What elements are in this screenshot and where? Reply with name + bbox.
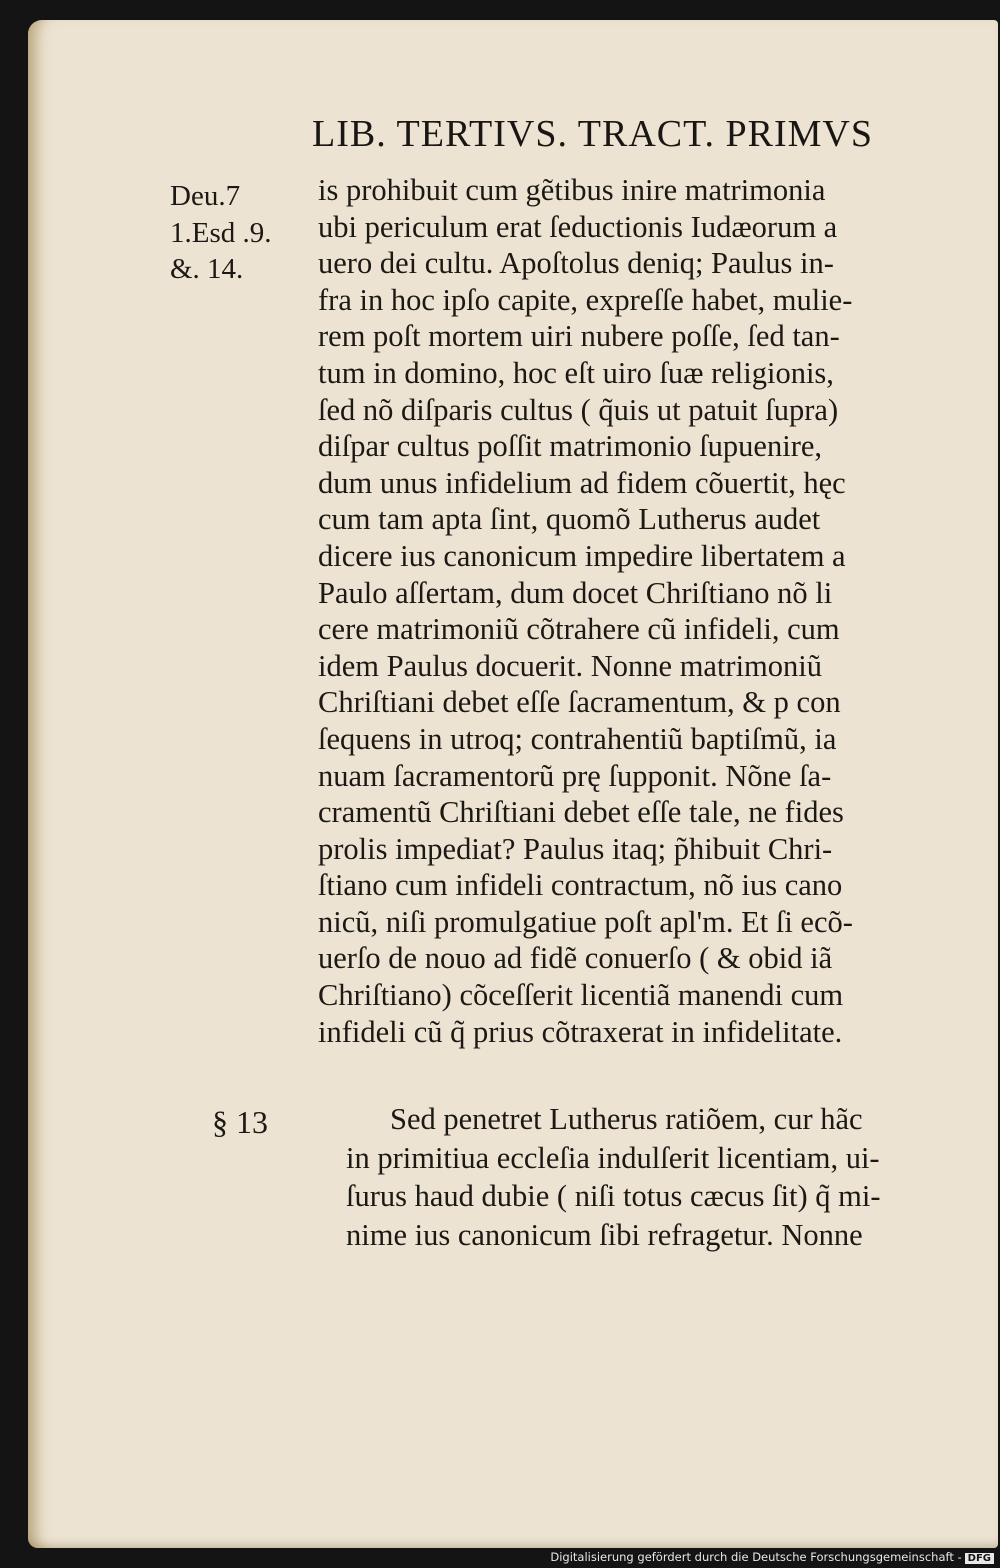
main-text-block xyxy=(318,172,958,1050)
text-line: nuam ſacramentorũ prę ſupponit. Nõne ſa- xyxy=(318,758,832,793)
text-line: idem Paulus docuerit. Nonne matrimoniũ xyxy=(318,648,823,683)
marginal-note: &. 14. xyxy=(170,253,244,286)
text-line: dum unus infidelium ad fidem cõuertit, hęc xyxy=(318,465,846,500)
text-line: infideli cũ q̃ prius cõtraxerat in infidelitate. xyxy=(318,1014,843,1049)
text-line: uero dei cultu. Apoſtolus deniq; Paulus in- xyxy=(318,246,834,281)
text-line: Chriſtiano) cõceſſerit licentiã manendi cum xyxy=(318,978,844,1013)
text-line: Chriſtiani debet eſſe ſacramentum, & p con xyxy=(318,685,841,720)
marginal-note: 1.Esd .9. xyxy=(170,216,272,249)
text-line: Paulo aſſertam, dum docet Chriſtiano nõ li xyxy=(318,575,833,610)
marginal-note: Deu.7 xyxy=(170,180,241,212)
text-line: ſtiano cum infideli contractum, nõ ius cano xyxy=(318,868,843,903)
text-line: uerſo de nouo ad fidẽ conuerſo ( & obid iã xyxy=(318,941,833,976)
text-line: ubi periculum erat ſeductionis Iudæorum a xyxy=(318,209,838,244)
text-line: nime ius canonicum ſibi refragetur. Nonne xyxy=(346,1217,863,1252)
text-line: cum tam apta ſint, quomõ Lutherus audet xyxy=(318,502,821,537)
text-line: cere matrimoniũ cõtrahere cũ infideli, cum xyxy=(318,612,840,647)
text-line: dicere ius canonicum impedire libertatem a xyxy=(318,538,846,573)
text-line: is prohibuit cum gẽtibus inire matrimonia xyxy=(318,173,826,207)
text-line: ſequens in utroq; contrahentiũ baptiſmũ, ia xyxy=(318,721,837,756)
text-line: rem poſt mortem uiri nubere poſſe, ſed tan- xyxy=(318,319,840,354)
running-header: LIB. TERTIVS. TRACT. PRIMVS xyxy=(312,113,874,155)
text-line: nicũ, niſi promulgatiue poſt apl'm. Et ſi ecõ- xyxy=(318,904,853,939)
text-line: in primitiua eccleſia indulſerit licentiam, ui- xyxy=(346,1140,880,1175)
text-line: cramentũ Chriſtiani debet eſſe tale, ne fides xyxy=(318,795,844,830)
section-text-block xyxy=(346,1100,966,1254)
section-mark: § 13 xyxy=(212,1104,268,1140)
text-line: ſurus haud dubie ( niſi totus cæcus ſit) q̃ mi- xyxy=(346,1179,881,1213)
text-line: fra in hoc ipſo capite, expreſſe habet, mulie- xyxy=(318,282,853,317)
credit-text: Digitalisierung gefördert durch die Deutsche Forschungsgemeinschaft - xyxy=(550,1550,962,1564)
dfg-logo: DFG xyxy=(965,1553,994,1564)
marginal-notes xyxy=(170,178,310,288)
digitization-credit xyxy=(550,1550,994,1564)
text-line: Sed penetret Lutherus ratiõem, cur hãc xyxy=(390,1102,863,1136)
text-line: diſpar cultus poſſit matrimonio ſupuenire, xyxy=(318,429,823,464)
text-line: tum in domino, hoc eſt uiro ſuæ religionis, xyxy=(318,355,834,390)
text-line: ſed nõ diſparis cultus ( q̃uis ut patuit ſupra) xyxy=(318,392,839,427)
text-line: prolis impediat? Paulus itaq; p̃hibuit Chri- xyxy=(318,831,833,866)
